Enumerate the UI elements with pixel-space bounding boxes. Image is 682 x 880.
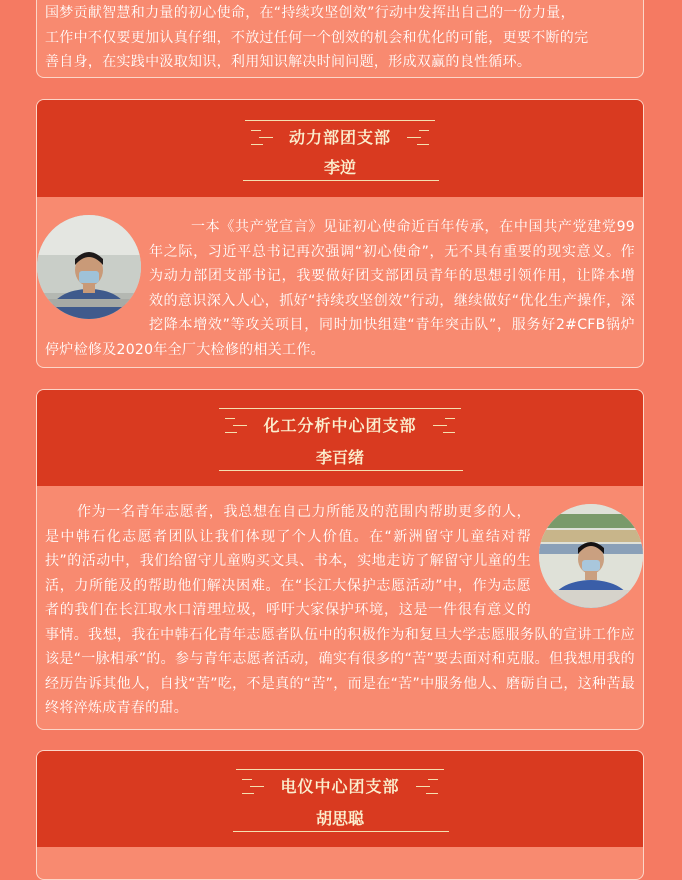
body-text: 作为一名青年志愿者，我总想在自己力所能及的范围内帮助更多的人，是中韩石化志愿者团队让我们体现了个人价值。在“新洲留守儿童结对帮扶”的活动中，我们给留守儿童购买文具、书本，实地走访了解留守儿童的生活，力所能及的帮助他们解决困难。在“长江大保护志愿活动”中，作为志愿者的我们在长江取水口清理垃圾，呼吁大家保护环境，这是一件很有意义的事情。我想，我在中韩石化青年志愿者队伍中的积极作为和复旦大学志愿服务队的宣讲工作应该是“一脉相承”的。参与青年志愿者活动，确实有很多的“苦”要去面对和克服。但我想用我的经历告诉其他人，自找“苦”吃，不是真的“苦”，而是在“苦”中服务他人、磨砺自己，这种苦最终将淬炼成青春的甜。 bbox=[45, 504, 635, 716]
card-intro-continued bbox=[36, 0, 644, 78]
card-body bbox=[37, 486, 643, 721]
body-line: 善自身，在实践中汲取知识，利用知识解决时间问题，形成双赢的良性循环。 bbox=[45, 54, 532, 70]
person-name: 胡思聪 bbox=[315, 809, 364, 828]
card-header bbox=[37, 751, 643, 847]
card-header bbox=[37, 390, 643, 486]
right-ornament-icon bbox=[433, 416, 455, 434]
team-title-box bbox=[245, 128, 435, 148]
right-ornament-icon bbox=[407, 128, 429, 146]
avatar bbox=[37, 215, 141, 319]
person-name: 李逆 bbox=[323, 158, 356, 177]
left-ornament-icon bbox=[225, 416, 247, 434]
team-title-box bbox=[236, 777, 443, 797]
card-chemical-analysis-branch bbox=[36, 389, 644, 730]
card-body bbox=[37, 197, 643, 362]
right-ornament-icon bbox=[416, 777, 438, 795]
card-body bbox=[37, 0, 643, 75]
body-text: 一本《共产党宣言》见证初心使命近百年传承，在中国共产党建党99年之际，习近平总书记再次强调“初心使命”，无不具有重要的现实意义。作为动力部团支部书记，我要做好团支部团员青年的思想引领作用，让降本增效的意识深入人心，抓好“持续攻坚创效”行动，继续做好“优化生产操作，深挖降本增效”等攻关项目，同时加快组建“青年突击队”，服务好2#CFB锅炉停炉检修及2020年全厂大检修的相关工作。 bbox=[45, 219, 635, 358]
team-title-box bbox=[219, 416, 460, 436]
team-title: 动力部团支部 bbox=[288, 128, 391, 147]
left-ornament-icon bbox=[251, 128, 273, 146]
person-name: 李百绪 bbox=[315, 448, 364, 467]
avatar bbox=[539, 504, 643, 608]
body-line: 国梦贡献智慧和力量的初心使命，在“持续攻坚创效”行动中发挥出自己的一份力量， bbox=[45, 5, 575, 21]
name-underline bbox=[219, 470, 463, 471]
team-title: 化工分析中心团支部 bbox=[263, 416, 417, 435]
body-line: 工作中不仅要更加认真仔细，不放过任何一个创效的机会和优化的可能，更要不断的完 bbox=[45, 29, 589, 46]
card-power-branch bbox=[36, 99, 644, 368]
team-title: 电仪中心团支部 bbox=[280, 777, 400, 796]
card-electrical-instrument-branch bbox=[36, 750, 644, 880]
card-header bbox=[37, 100, 643, 197]
left-ornament-icon bbox=[242, 777, 264, 795]
name-underline bbox=[233, 831, 449, 832]
name-underline bbox=[243, 180, 439, 181]
